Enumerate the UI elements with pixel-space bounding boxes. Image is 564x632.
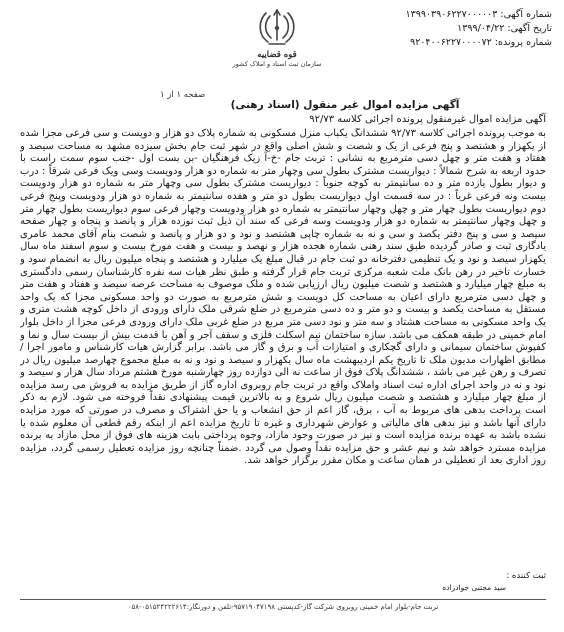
footer-address: تربت جام-بلوار امام خمینی روبروی شرکت گاز-کدپستی ۹۵۷۱۹۰۴۷۱۹۸-تلفن و دورنگار:۰۵۱۵۲۴۲۲۲۶۱۴-۰۵۸ xyxy=(127,603,439,611)
footer-divider xyxy=(20,599,546,600)
document-subtitle: آگهی مزایده اموال غیرمنقول پرونده اجرائی کلاسه ۹۲/۷۳ xyxy=(309,114,546,125)
sub-org-name: سازمان ثبت اسناد و املاک کشور xyxy=(232,60,322,68)
ad-header-info xyxy=(352,8,552,50)
org-name: قوه قضاییه xyxy=(257,50,297,60)
judiciary-emblem-icon xyxy=(257,6,297,50)
document-title: آگهی مزایده اموال غیر منقول (اسناد رهنی) xyxy=(230,99,460,111)
registrar-block xyxy=(386,570,546,594)
registrar-name: سید مجتبی جوادزاده xyxy=(442,583,506,592)
registrar-label: ثبت کننده : xyxy=(506,571,546,581)
file-number: شماره پرونده: ۹۲۰۴۰۰۶۲۲۷۰۰۰۰۷۲ xyxy=(410,37,552,48)
ad-number: شماره آگهی: ۱۳۹۹۰۳۹۰۶۲۲۷۰۰۰۰۰۳ xyxy=(405,9,552,20)
judiciary-emblem xyxy=(232,6,322,78)
ad-date: تاریخ آگهی: ۱۳۹۹/۰۴/۲۲ xyxy=(457,23,552,34)
auction-body-text: به موجب پرونده اجرائی کلاسه ۹۲/۷۳ ششدانگ یکباب منزل مسکونی به شماره پلاک دو هزار و دویست و سی فرعی مجزا شده از یکهزار و هشتصد و پنج فرعی از یک و شصت و شش اصلی واقع در شهر ثبت جام بخش سیزده مشهد به مساحت سیصد و هفتاد و هفت متر و چهل دسی مترمربع به نشانی : تربت جام -خ-آ زیک فرهنگیان -بن بست اول -جنب سوم سمت راست با حدود اربعه به شرح شمالاً : دیواریست مشترک بطول سی وچهار متر به شماره دو هزار ودویست وسی ویک فرعی شرقاً : درب و دیوار بطول یازده متر و ده سانتیمتر به کوچه جنوباً : دیواریست مشترک بطول سی وچهار متر به شماره دو هزار ودویست بیست ونه فرعی غرباً : در سه قسمت اول دیواریست بطول دو متر و هفده سانتیمتر به شماره دو هزار ودویست وپنج فرعی دوم دیواریست بطول چهار متر و چهل وچهار سانتیمتر به شماره دو هزار ودویست وچهار فرعی سوم دیواریست بطول چهار متر و چهل وچهار سانتیمتر به شماره دو هزار ودویست وسه فرعی که سند آن ذیل ثبت نوزده هزار و پانصد و پنجاه و چهار صفحه سیصد و سی و پنج دفتر یکصد و سی و نه به شماره چاپی هشتصد و نود و دو هزار و پانصد و شصت بنام آقای محمد عامری یادگاری ثبت و صادر گردیده طبق سند رهنی شماره هجده هزار و نهصد و بیست و هفت مورخ بیست و سوم اسفند ماه سال یکهزار سیصد و نود و یک تنظیمی دفترخانه دو ثبت جام در قبال مبلغ یک میلیارد و هشتصد و پنجاه میلیون ریال به انضمام سود و خسارت تاخیر در رهن بانک ملت شعبه مرکزی تربت جام قرار گرفته و طبق نظر هیات سه نفره کارشناسان رسمی دادگستری به مبلغ چهار میلیارد و هشتصد و شصت میلیون ریال ارزیابی شده و ملک موصوف به مساحت عرصه سیصد و هفتاد و هفت متر و چهل دسی مترمربع دارای اعیان به مساحت کل دویست و شش مترمربع به صورت دو واحد مسکونی مجزا که یک واحد مستقل به مساحت یکصد و بیست و دو متر و ده دسی مترمربع در ضلع شرقی ملک دارای ورودی از داخل کوچه هشت متری و یک واحد مسکونی به مساحت هشتاد و سه متر و نود دسی متر مربع در ضلع غربی ملک دارای ورودی فرعی مجزا از داخل بلوار امام خمینی در طبقه همکف می باشد. سازه ساختمان نیم اسکلت فلزی و سقف آجر و آهن با قدمت بیش از بیست سال و نما و کفپوش ساختمان سیمانی و دارای گچکاری و امتیازات آب و برق و گاز می باشد. برابر گزارش هیات کارشناس و مامور اجرا /مطابق اظهارات مدیون ملک تا تاریخ یکم اردیبهشت ماه سال یکهزار و سیصد و نود و نه به مبلغ مجموع چهارصد میلیون ریال در تصرف و رهن غیر می باشد ، ششدانگ پلاک فوق از ساعت نه الی دوازده روز چهارشنبه مورخ هشتم مرداد سال هزار و سیصد و نود و نه در واحد اجرای اداره ثبت اسناد واملاک واقع در تربت جام روبروی اداره گاز از طریق مزایده به فروش می رسد مزایده از مبلغ چهار میلیارد و هشتصد و شصت میلیون ریال شروع و به بالاترین قیمت پیشنهادی نقداً فروخته می شود. لازم به ذکر است پرداخت بدهی های مربوط به آب ، برق، گاز اعم از حق انشعاب و یا حق اشتراک و مصرف در صورتی که مورد مزایده دارای آنها باشد و نیز بدهی های مالیاتی و عوارض شهرداری و غیره تا تاریخ مزایده اعم از اینکه رقم قطعی آن معلوم شده یا نشده باشد به عهده برنده مزایده است و نیز در صورت وجود مازاد، وجوه پرداختی بابت هزینه های فوق از محل مازاد به برنده مزایده مسترد خواهد شد و نیم عشر و حق مزایده نقداً وصول می گردد .ضمناً چنانچه روز مزایده تعطیل رسمی گردد، مزایده روز اداری بعد از تعطیلی در همان ساعت و مکان مقرر برگزار خواهد شد. xyxy=(20,128,546,467)
page-number: صفحه ۱ از ۱ xyxy=(160,90,206,100)
